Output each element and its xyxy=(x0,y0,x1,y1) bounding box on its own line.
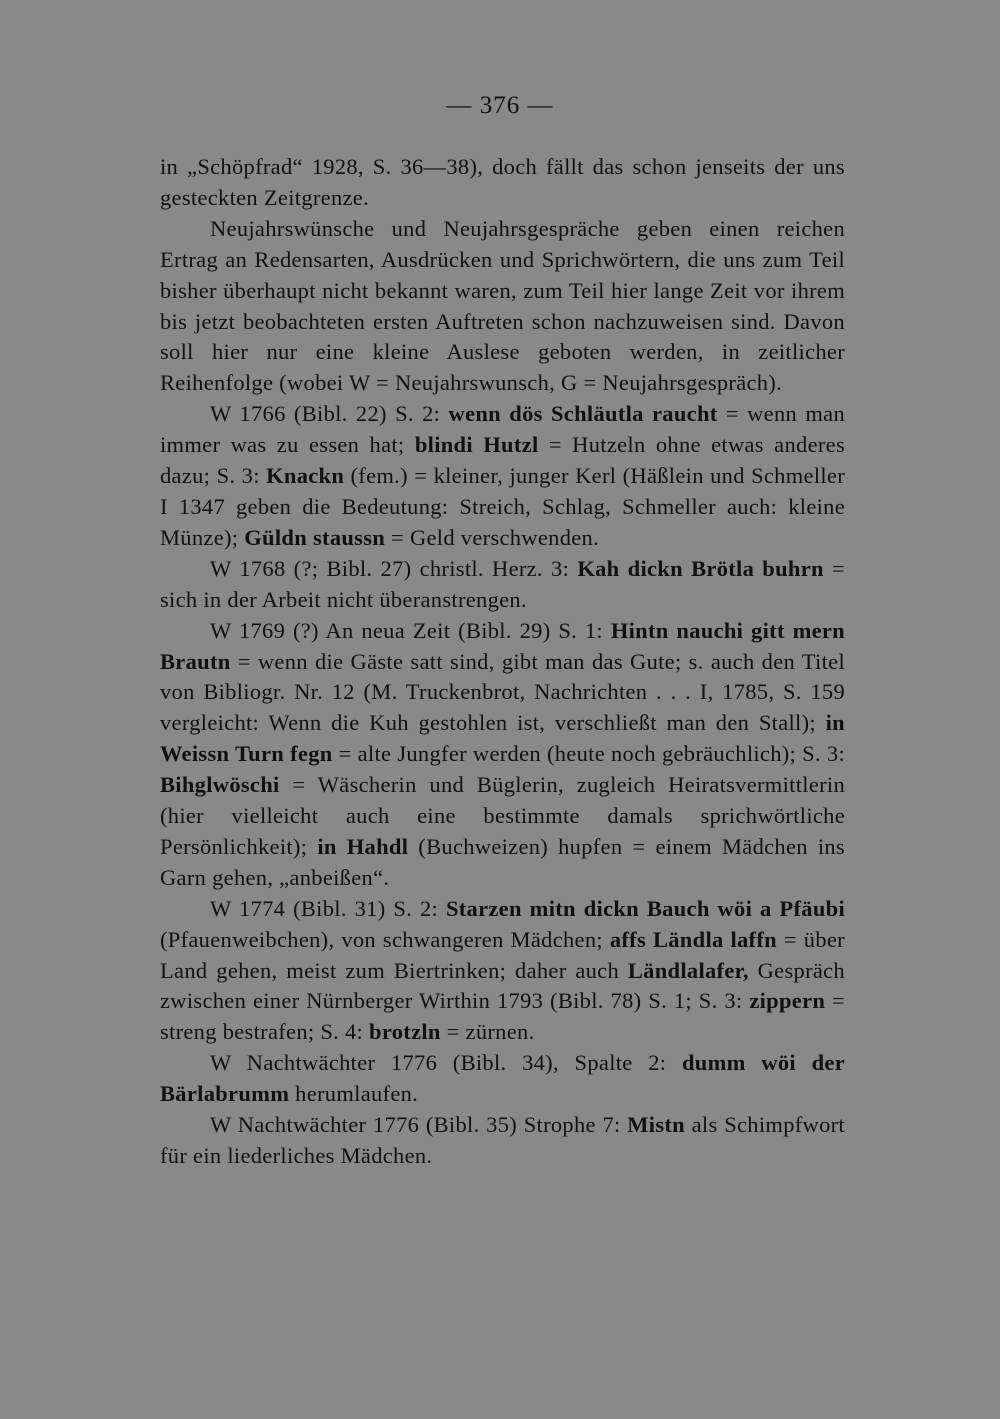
text-run: W Nachtwächter 1776 (Bibl. 34), Spalte 2: xyxy=(210,1050,682,1076)
bold-term: wenn dös Schläutla raucht xyxy=(448,401,718,427)
bold-term: Bihglwöschi xyxy=(160,772,280,798)
text-run: = wenn die Gäste satt sind, gibt man das Gute; s. auch den Titel von Bibliogr. Nr. 12 (M. Truckenbrot, Nachrichten . . . I, 1785, S. 159 vergleicht: Wenn die Kuh gestohlen ist, verschließt man den Stall); xyxy=(160,648,845,736)
text-run: = wenn man immer was zu essen hat; xyxy=(160,401,845,458)
text-run: = streng bestrafen; S. 4: xyxy=(160,988,845,1045)
bold-term: Mistn xyxy=(627,1112,685,1138)
paragraph xyxy=(160,1110,845,1172)
text-run: als Schimpfwort für ein liederliches Mädchen. xyxy=(160,1112,845,1168)
text-run: W Nachtwächter 1776 (Bibl. 35) Strophe 7: xyxy=(210,1112,628,1138)
bold-term: blindi Hutzl xyxy=(414,432,539,458)
paragraph xyxy=(160,399,845,554)
text-run: W 1766 (Bibl. 22) S. 2: xyxy=(210,401,449,427)
paragraph xyxy=(160,152,845,214)
bold-term: zippern xyxy=(749,988,826,1014)
bold-term: Starzen mitn dickn Bauch wöi a Pfäubi xyxy=(445,895,845,921)
page-number: — 376 — xyxy=(446,92,554,119)
text-run: = alte Jungfer werden (heute noch gebräuchlich); S. 3: xyxy=(332,741,845,767)
paragraph xyxy=(160,1048,845,1110)
bold-term: Kah dickn Brötla buhrn xyxy=(577,555,824,581)
text-run: in „Schöpfrad“ 1928, S. 36—38), doch fällt das schon jenseits der uns gesteckten Zeitgrenze. xyxy=(160,154,845,210)
text-run: (Buchweizen) hupfen = einem Mädchen ins Garn gehen, „anbeißen“. xyxy=(160,833,845,890)
paragraph xyxy=(160,554,845,616)
paragraph xyxy=(160,894,845,1049)
bold-term: Ländlalafer, xyxy=(627,957,749,983)
bold-term: brotzln xyxy=(369,1019,441,1045)
text-run: W 1769 (?) An neua Zeit (Bibl. 29) S. 1: xyxy=(210,617,611,643)
paragraph xyxy=(160,616,845,894)
text-run: Neujahrswünsche und Neujahrsgespräche geben einen reichen Ertrag an Redensarten, Ausdrücken und Sprichwörtern, die uns zum Teil bisher überhaupt nicht bekannt waren, zum Teil hier lange Zeit vor ihrem bis jetzt beobachteten ersten Auftreten schon nachzuweisen sind. Davon soll hier nur eine kleine Auslese geboten werden, in zeitlicher Reihenfolge (wobei W = Neujahrswunsch, G = Neujahrsgespräch). xyxy=(160,215,845,396)
text-run: = Hutzeln ohne etwas anderes dazu; S. 3: xyxy=(160,432,845,489)
body-text xyxy=(160,152,845,1172)
text-run: Gespräch zwischen einer Nürnberger Wirthin 1793 (Bibl. 78) S. 1; S. 3: xyxy=(160,957,845,1014)
bold-term: in Hahdl xyxy=(317,833,409,859)
text-run: herumlaufen. xyxy=(289,1081,419,1107)
text-run: = sich in der Arbeit nicht überanstrengen. xyxy=(160,555,846,612)
text-run: W 1774 (Bibl. 31) S. 2: xyxy=(210,895,446,921)
text-run: = zürnen. xyxy=(440,1019,535,1045)
bold-term: Güldn staussn xyxy=(244,524,386,550)
paragraph xyxy=(160,214,845,399)
bold-term: Hintn nauchi gitt mern Brautn xyxy=(160,617,845,674)
text-run: (Pfauenweibchen), von schwangeren Mädchen; xyxy=(160,926,610,952)
text-run: = über Land gehen, meist zum Biertrinken; daher auch xyxy=(160,926,845,983)
text-run: = Geld verschwenden. xyxy=(385,524,600,550)
bold-term: affs Ländla laffn xyxy=(609,926,777,952)
text-run: = Wäscherin und Büglerin, zugleich Heiratsvermittlerin (hier vielleicht auch eine bestimmte damals sprichwörtliche Persönlichkeit); xyxy=(160,772,845,859)
bold-term: dumm wöi der Bärlabrumm xyxy=(160,1050,845,1107)
text-run: (fem.) = kleiner, junger Kerl (Häßlein und Schmeller I 1347 geben die Bedeutung: Streich, Schlag, Schmeller auch: kleine Münze); xyxy=(160,463,845,550)
bold-term: Knackn xyxy=(266,463,345,489)
text-run: W 1768 (?; Bibl. 27) christl. Herz. 3: xyxy=(210,555,578,581)
bold-term: in Weissn Turn fegn xyxy=(160,710,845,767)
